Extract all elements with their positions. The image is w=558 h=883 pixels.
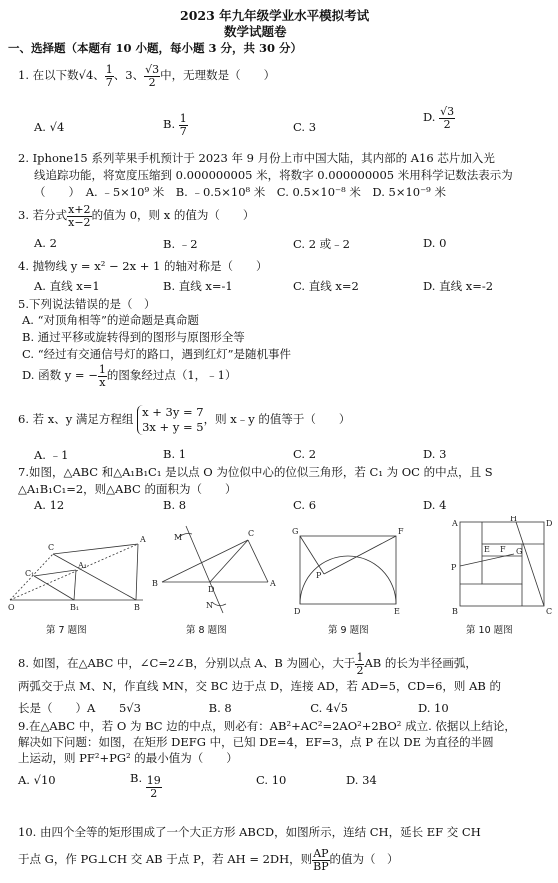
q1-option-b: B. $\frac{1}{7}$: [163, 112, 187, 138]
q1-option-d: D. $\frac{√3}{2}$: [423, 105, 455, 131]
fig10-label: H: [510, 516, 517, 523]
q9-option-a: A. √10: [18, 773, 56, 787]
q9-option-d: D. 34: [346, 773, 377, 787]
q7-option-b: B. 8: [163, 498, 187, 512]
q4-option-d: D. 直线 x=-2: [423, 279, 494, 293]
q7-line2: △A₁B₁C₁=2，则△ABC 的面积为（ ）: [18, 482, 237, 496]
q1-item-sqrt3-frac: $\frac{√3}{2}$: [145, 63, 160, 89]
figure-7: [8, 518, 148, 618]
q9-option-b: B. $\frac{19}{2}$: [130, 771, 161, 800]
q7-option-d: D. 4: [423, 498, 447, 512]
q1-option-a: A. √4: [34, 120, 65, 134]
fig7-label: O: [8, 603, 15, 612]
q6-option-b: B. 1: [163, 447, 187, 461]
q8-line1: 8. 如图，在△ABC 中，∠C=2∠B，分别以点 A、B 为圆心，大于 $\frac{1}{2}$ AB 的长为半径画弧，: [18, 651, 477, 677]
fig7-label: A: [140, 535, 146, 544]
page-title: 2023 年九年级学业水平模拟考试: [180, 8, 370, 23]
figure-8-caption: 第 8 题图: [186, 625, 227, 636]
q7-line1: 7.如图，△ABC 和△A₁B₁C₁ 是以点 O 为位似中心的位似三角形，若 C₁ 为 OC 的中点，且 S: [18, 465, 493, 479]
fig8-label: C: [248, 529, 255, 538]
q8-option-d: D. 10: [417, 701, 449, 715]
q9-line3: 上运动，则 PF²+PG² 的最小值为（ ）: [18, 751, 238, 765]
q6-eq2: 3x + y = 5: [142, 419, 204, 434]
question-3: 3. 若分式 $\frac{x+2}{x-2}$ 的值为 0，则 x 的值为（ ）: [18, 203, 255, 229]
figure-8: [148, 518, 283, 618]
q6-eq1: x + 3y = 7: [142, 405, 204, 419]
fig8-label: D: [208, 585, 215, 594]
q3-option-c: C. 2 或﹣2: [293, 237, 350, 251]
q1-stem-post: 中，无理数是（ ）: [160, 68, 276, 83]
q2-line1: 2. Iphone15 系列苹果手机预计于 2023 年 9 月份上市中国大陆，其内部的 A16 芯片加入光: [18, 151, 495, 165]
fig8-label: N: [206, 601, 213, 610]
q5-stem: 5.下列说法错误的是（ ）: [18, 297, 156, 311]
fig10-label: G: [516, 547, 523, 556]
q3-option-d: D. 0: [423, 236, 447, 250]
fig7-label: C: [48, 543, 55, 552]
fig10-label: B: [452, 607, 458, 616]
fig7-label: B₁: [70, 603, 80, 612]
q8-option-c: C. 4√5: [310, 701, 348, 715]
page-subtitle: 数学试题卷: [224, 24, 287, 39]
q3-option-b: B. ﹣2: [163, 237, 198, 251]
fig9-label: D: [294, 607, 301, 616]
q5-option-b: B. 通过平移或旋转得到的图形与原图形全等: [22, 330, 245, 344]
question-1: 1. 在以下数√4、 $\frac{1}{7}$ 、3、 $\frac{√3}{2}$ 中，无理数是（ ）: [18, 63, 276, 89]
fig9-label: G: [292, 527, 299, 536]
q1-option-c: C. 3: [293, 120, 317, 134]
question-6: 6. 若 x、y 满足方程组 x + 3y = 7 3x + y = 5 ，则 x﹣y 的值等于（ ）: [18, 405, 351, 434]
q9-line1: 9.在△ABC 中，若 O 为 BC 边的中点，则必有：AB²+AC²=2AO²+2BO² 成立. 依据以上结论，: [18, 719, 516, 733]
fig10-label: D: [546, 519, 553, 528]
q10-line1: 10. 由四个全等的矩形围成了一个大正方形 ABCD，如图所示，连结 CH，延长 EF 交 CH: [18, 825, 481, 839]
figure-9: [288, 518, 418, 618]
q1-item-3: 3: [125, 68, 133, 83]
q5-option-a: A. “对顶角相等”的逆命题是真命题: [22, 313, 199, 327]
figure-10: [446, 516, 554, 620]
q7-option-c: C. 6: [293, 498, 317, 512]
fig7-label: B: [134, 603, 140, 612]
section-heading: 一、选择题（本题有 10 小题，每小题 3 分，共 30 分）: [8, 41, 303, 55]
fig10-label: F: [500, 545, 506, 554]
fig8-label: M: [174, 533, 183, 542]
fig10-label: E: [484, 545, 490, 554]
q9-line2: 解决如下问题：如图，在矩形 DEFG 中，已知 DE=4，EF=3，点 P 在以 DE 为直径的半圆: [18, 735, 494, 749]
q8-line3: 长是（ ）A 5√3 B. 8 C. 4√5 D. 10: [18, 701, 449, 715]
q6-option-d: D. 3: [423, 447, 447, 461]
fig7-label: A₁: [78, 561, 87, 570]
q4-option-a: A. 直线 x=1: [34, 279, 100, 293]
fig10-label: A: [452, 519, 458, 528]
fig10-label: C: [546, 607, 553, 616]
q4-option-b: B. 直线 x=-1: [163, 279, 233, 293]
q10-line2: 于点 G，作 PG⊥CH 交 AB 于点 P，若 AH = 2DH，则 $\frac{AP}{BP}$ 的值为（ ）: [18, 847, 399, 873]
fig8-label: A: [270, 579, 276, 588]
q3-fraction: $\frac{x+2}{x-2}$: [68, 203, 91, 229]
q7-option-a: A. 12: [34, 498, 65, 512]
q1-item-frac: $\frac{1}{7}$: [105, 63, 113, 89]
q1-stem-pre: 1. 在以下数: [18, 68, 79, 83]
q5-option-c: C. “经过有交通信号灯的路口，遇到红灯”是随机事件: [22, 347, 291, 361]
fig7-label: C₁: [25, 569, 35, 578]
q3-option-a: A. 2: [34, 236, 57, 250]
fig9-label: P: [316, 571, 322, 580]
q2-line3: （ ） A. ﹣5×10⁹ 米 B. ﹣0.5×10⁸ 米 C. 0.5×10⁻⁸ 米 D. 5×10⁻⁹ 米: [34, 185, 446, 199]
q6-option-a: A. ﹣1: [34, 448, 69, 462]
q8-option-b: B. 8: [208, 701, 232, 715]
q4-option-c: C. 直线 x=2: [293, 279, 359, 293]
q8-option-a: 5√3: [118, 701, 141, 715]
fig8-label: B: [152, 579, 158, 588]
q9-option-c: C. 10: [256, 773, 287, 787]
q8-line2: 两弧交于点 M、N，作直线 MN，交 BC 边于点 D，连接 AD，若 AD=5，CD=6，则 AB 的: [18, 679, 501, 693]
fig10-label: P: [451, 563, 457, 572]
q4-stem: 4. 抛物线 y = x² − 2x + 1 的轴对称是（ ）: [18, 259, 268, 273]
q1-item-sqrt4: √4: [78, 68, 94, 83]
q2-line2: 线追踪功能，将宽度压缩到 0.000000005 米，将数字 0.000000005 米用科学记数法表示为: [34, 168, 513, 182]
figure-10-caption: 第 10 题图: [466, 625, 513, 636]
fig9-label: E: [394, 607, 400, 616]
q5-option-d: D. 函数 y = − $\frac{1}{x}$ 的图象经过点（1，﹣1）: [22, 363, 237, 389]
q6-option-c: C. 2: [293, 447, 317, 461]
figure-9-caption: 第 9 题图: [328, 625, 369, 636]
fig9-label: F: [398, 527, 404, 536]
figure-7-caption: 第 7 题图: [46, 625, 87, 636]
